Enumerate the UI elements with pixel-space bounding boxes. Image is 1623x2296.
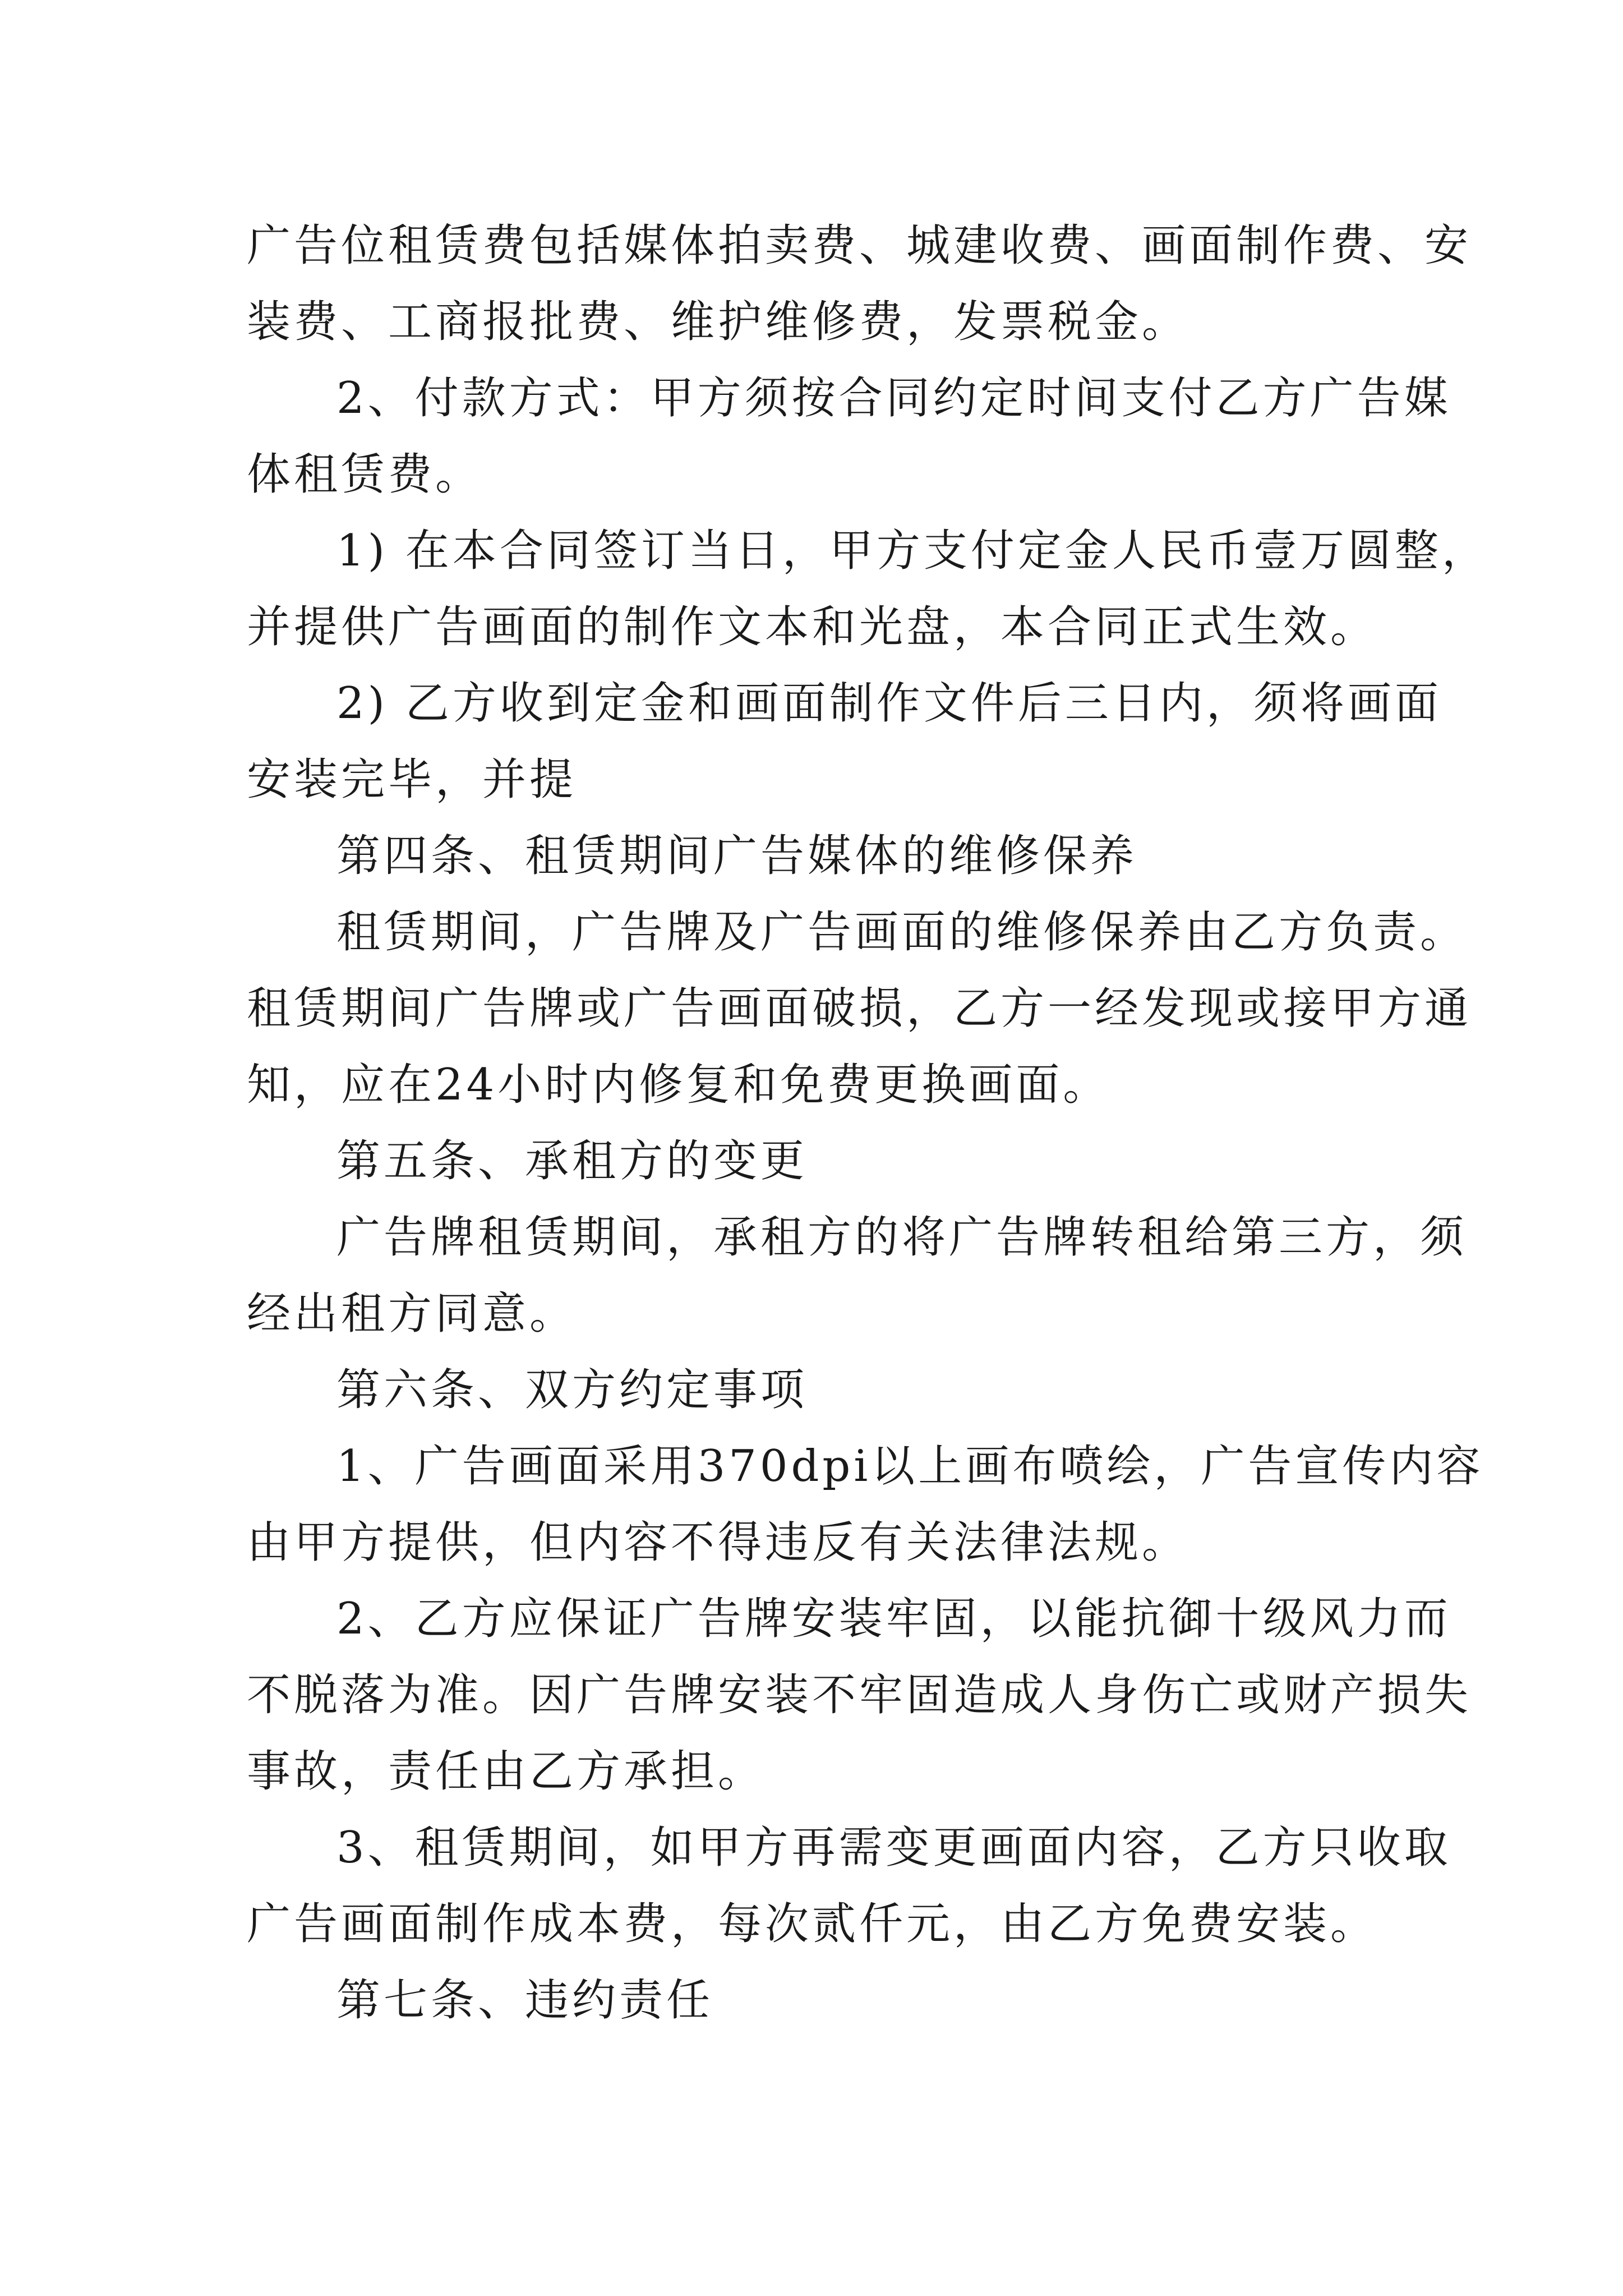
text-line: 1) 在本合同签订当日，甲方支付定金人民币壹万圆整， bbox=[336, 526, 1489, 576]
text-line: 2) 乙方收到定金和画面制作文件后三日内，须将画面 bbox=[336, 678, 1442, 729]
text-line: 不脱落为准。因广告牌安装不牢固造成人身伤亡或财产损失 bbox=[247, 1670, 1472, 1720]
text-line: 经出租方同意。 bbox=[247, 1289, 577, 1339]
section-heading: 第七条、违约责任 bbox=[336, 1975, 714, 2026]
text-line: 广告画面制作成本费，每次贰仟元，由乙方免费安装。 bbox=[247, 1899, 1378, 1949]
document-body bbox=[247, 208, 1489, 2039]
text-line: 1、广告画面采用370dpi以上画布喷绘，广告宣传内容 bbox=[336, 1441, 1484, 1492]
text-line: 租赁期间，广告牌及广告画面的维修保养由乙方负责。 bbox=[336, 907, 1468, 958]
section-heading: 第五条、承租方的变更 bbox=[336, 1136, 808, 1186]
text-line: 2、付款方式：甲方须按合同约定时间支付乙方广告媒 bbox=[336, 373, 1451, 424]
text-line: 体租赁费。 bbox=[247, 449, 483, 500]
section-heading: 第四条、租赁期间广告媒体的维修保养 bbox=[336, 831, 1138, 881]
text-line: 2、乙方应保证广告牌安装牢固，以能抗御十级风力而 bbox=[336, 1594, 1451, 1644]
text-line: 知，应在24小时内修复和免费更换画面。 bbox=[247, 1060, 1110, 1110]
text-line: 并提供广告画面的制作文本和光盘，本合同正式生效。 bbox=[247, 602, 1378, 652]
text-line: 广告牌租赁期间，承租方的将广告牌转租给第三方，须 bbox=[336, 1212, 1468, 1263]
text-line: 装费、工商报批费、维护维修费，发票税金。 bbox=[247, 297, 1189, 347]
text-line: 事故，责任由乙方承担。 bbox=[247, 1746, 766, 1797]
text-line: 3、租赁期间，如甲方再需变更画面内容，乙方只收取 bbox=[336, 1823, 1451, 1873]
text-line: 租赁期间广告牌或广告画面破损，乙方一经发现或接甲方通 bbox=[247, 983, 1472, 1034]
section-heading: 第六条、双方约定事项 bbox=[336, 1365, 808, 1415]
text-line: 由甲方提供，但内容不得违反有关法律法规。 bbox=[247, 1517, 1189, 1568]
text-line: 广告位租赁费包括媒体拍卖费、城建收费、画面制作费、安 bbox=[247, 220, 1472, 271]
text-line: 安装完毕，并提 bbox=[247, 754, 577, 805]
